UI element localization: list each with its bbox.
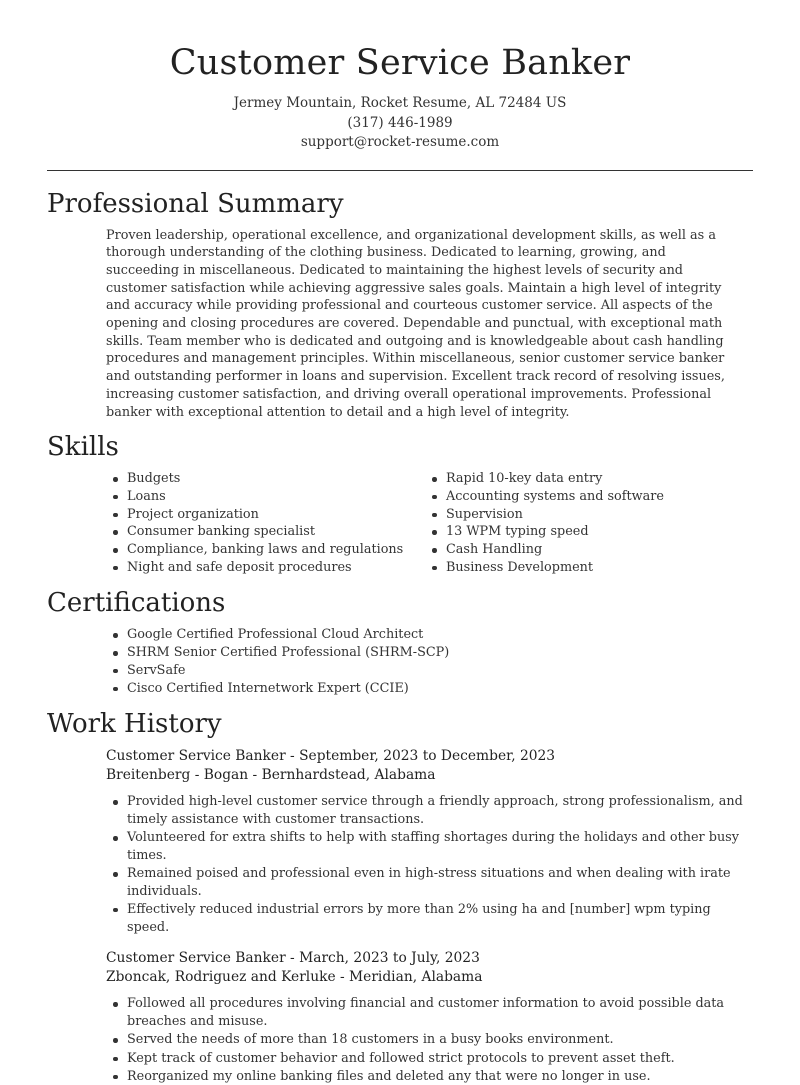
skills-right-list	[427, 470, 746, 576]
skill-item: Rapid 10-key data entry	[427, 470, 746, 488]
certification-item: SHRM Senior Certified Professional (SHRM-SCP)	[108, 644, 760, 662]
skills-left-list	[108, 470, 427, 576]
contact-phone: (317) 446-1989	[347, 114, 453, 131]
job-duty-item: Provided high-level customer service through a friendly approach, strong professionalism, and timely assistance with customer transactions.	[108, 793, 750, 828]
skill-item: Business Development	[427, 559, 746, 577]
skill-item: Project organization	[108, 506, 427, 524]
resume-header	[0, 0, 800, 153]
skill-item: Loans	[108, 488, 427, 506]
skill-item: Compliance, banking laws and regulations	[108, 541, 427, 559]
job-duty-item: Volunteered for extra shifts to help with staffing shortages during the holidays and other busy times.	[108, 829, 750, 864]
job-duty-item: Remained poised and professional even in high-stress situations and when dealing with irate individuals.	[108, 865, 750, 900]
skill-item: Supervision	[427, 506, 746, 524]
job-duty-item: Followed all procedures involving financial and customer information to avoid possible data breaches and misuse.	[108, 995, 750, 1030]
job-duty-item: Kept track of customer behavior and followed strict protocols to prevent asset theft.	[108, 1050, 750, 1068]
certifications-list	[108, 626, 760, 697]
skills-grid	[0, 470, 800, 576]
job-duties-list	[108, 793, 750, 936]
skill-item: Cash Handling	[427, 541, 746, 559]
skills-title: Skills	[47, 432, 119, 463]
header-divider	[47, 170, 753, 171]
job-role-line: Customer Service Banker - September, 2023 to December, 2023	[106, 748, 556, 765]
skill-item: Consumer banking specialist	[108, 523, 427, 541]
contact-block	[0, 94, 800, 153]
certification-item: Google Certified Professional Cloud Architect	[108, 626, 760, 644]
certifications-section	[0, 586, 800, 697]
skill-item: 13 WPM typing speed	[427, 523, 746, 541]
work-history-section	[0, 707, 800, 1085]
certifications-title: Certifications	[47, 588, 226, 619]
job-company-line: Zboncak, Rodriguez and Kerluke - Meridian, Alabama	[106, 969, 483, 986]
skill-item: Budgets	[108, 470, 427, 488]
contact-email: support@rocket-resume.com	[300, 134, 500, 150]
candidate-name: Customer Service Banker	[169, 43, 631, 83]
job-duty-item: Reorganized my online banking files and deleted any that were no longer in use.	[108, 1068, 750, 1085]
skill-item: Accounting systems and software	[427, 488, 746, 506]
job-duties-list	[108, 995, 750, 1085]
summary-title: Professional Summary	[47, 188, 344, 219]
job-entry	[0, 747, 800, 936]
work-history-title: Work History	[47, 709, 222, 740]
job-role-line: Customer Service Banker - March, 2023 to July, 2023	[106, 950, 480, 967]
skills-section	[0, 430, 800, 576]
summary-section	[0, 187, 800, 422]
certification-item: Cisco Certified Internetwork Expert (CCIE)	[108, 680, 760, 698]
job-duty-item: Served the needs of more than 18 customers in a busy books environment.	[108, 1031, 750, 1049]
skill-item: Night and safe deposit procedures	[108, 559, 427, 577]
contact-address: Jermey Mountain, Rocket Resume, AL 72484 US	[233, 95, 567, 111]
job-company-line: Breitenberg - Bogan - Bernhardstead, Alabama	[106, 767, 436, 784]
job-entry	[0, 949, 800, 1085]
job-duty-item: Effectively reduced industrial errors by more than 2% using ha and [number] wpm typing speed.	[108, 901, 750, 936]
certification-item: ServSafe	[108, 662, 760, 680]
summary-text: Proven leadership, operational excellence, and organizational development skills, as well as a thorough understanding of the clothing business. Dedicated to learning, growing, and succeeding in miscellaneous. Dedicated to maintaining the highest levels of security and customer satisfaction while achieving aggressive sales goals. Maintain a high level of integrity and accuracy while providing professional and courteous customer service. All aspects of the opening and closing procedures are covered. Dependable and punctual, with exceptional math skills. Team member who is dedicated and outgoing and is knowledgeable about cash handling procedures and management principles. Within miscellaneous, senior customer service banker and outstanding performer in loans and supervision. Excellent track record of resolving issues, increasing customer satisfaction, and driving overall operational improvements. Professional banker with exceptional attention to detail and a high level of integrity.	[106, 227, 725, 420]
